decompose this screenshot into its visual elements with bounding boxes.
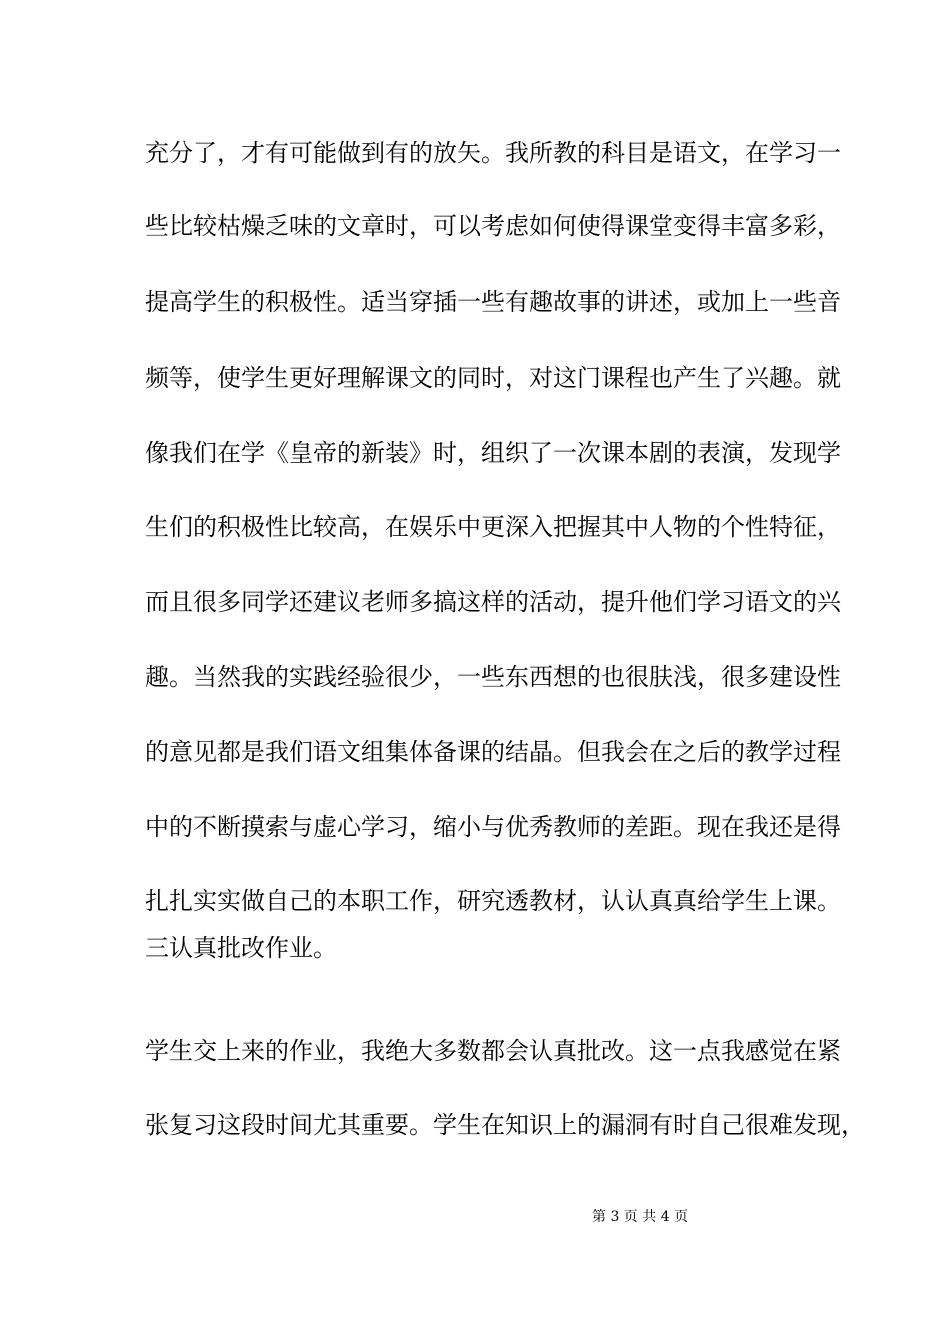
text-line-1: 充分了，才有可能做到有的放矢。我所教的科目是语文，在学习一: [145, 139, 841, 167]
text-line-13: 学生交上来的作业，我绝大多数都会认真批改。这一点我感觉在紧: [145, 1037, 841, 1065]
text-line-3: 提高学生的积极性。适当穿插一些有趣故事的讲述，或加上一些音: [145, 288, 841, 316]
section-heading: 三认真批改作业。: [145, 934, 337, 962]
text-line-5: 像我们在学《皇帝的新装》时，组织了一次课本剧的表演，发现学: [145, 439, 841, 467]
text-line-9: 的意见都是我们语文组集体备课的结晶。但我会在之后的教学过程: [145, 738, 841, 766]
text-line-7: 而且很多同学还建议老师多搞这样的活动，提升他们学习语文的兴: [145, 588, 841, 616]
text-line-10: 中的不断摸索与虚心学习，缩小与优秀教师的差距。现在我还是得: [145, 813, 841, 841]
text-line-8: 趣。当然我的实践经验很少，一些东西想的也很肤浅，很多建设性: [145, 663, 841, 691]
text-line-6: 生们的积极性比较高，在娱乐中更深入把握其中人物的个性特征，: [145, 513, 841, 541]
text-line-4: 频等，使学生更好理解课文的同时，对这门课程也产生了兴趣。就: [145, 364, 841, 392]
page-number: 第 3 页 共 4 页: [592, 1209, 689, 1225]
text-line-14: 张复习这段时间尤其重要。学生在知识上的漏洞有时自己很难发现，: [145, 1111, 865, 1139]
text-line-2: 些比较枯燥乏味的文章时，可以考虑如何使得课堂变得丰富多彩，: [145, 212, 841, 240]
text-line-11: 扎扎实实做自己的本职工作，研究透教材，认认真真给学生上课。: [145, 887, 841, 915]
